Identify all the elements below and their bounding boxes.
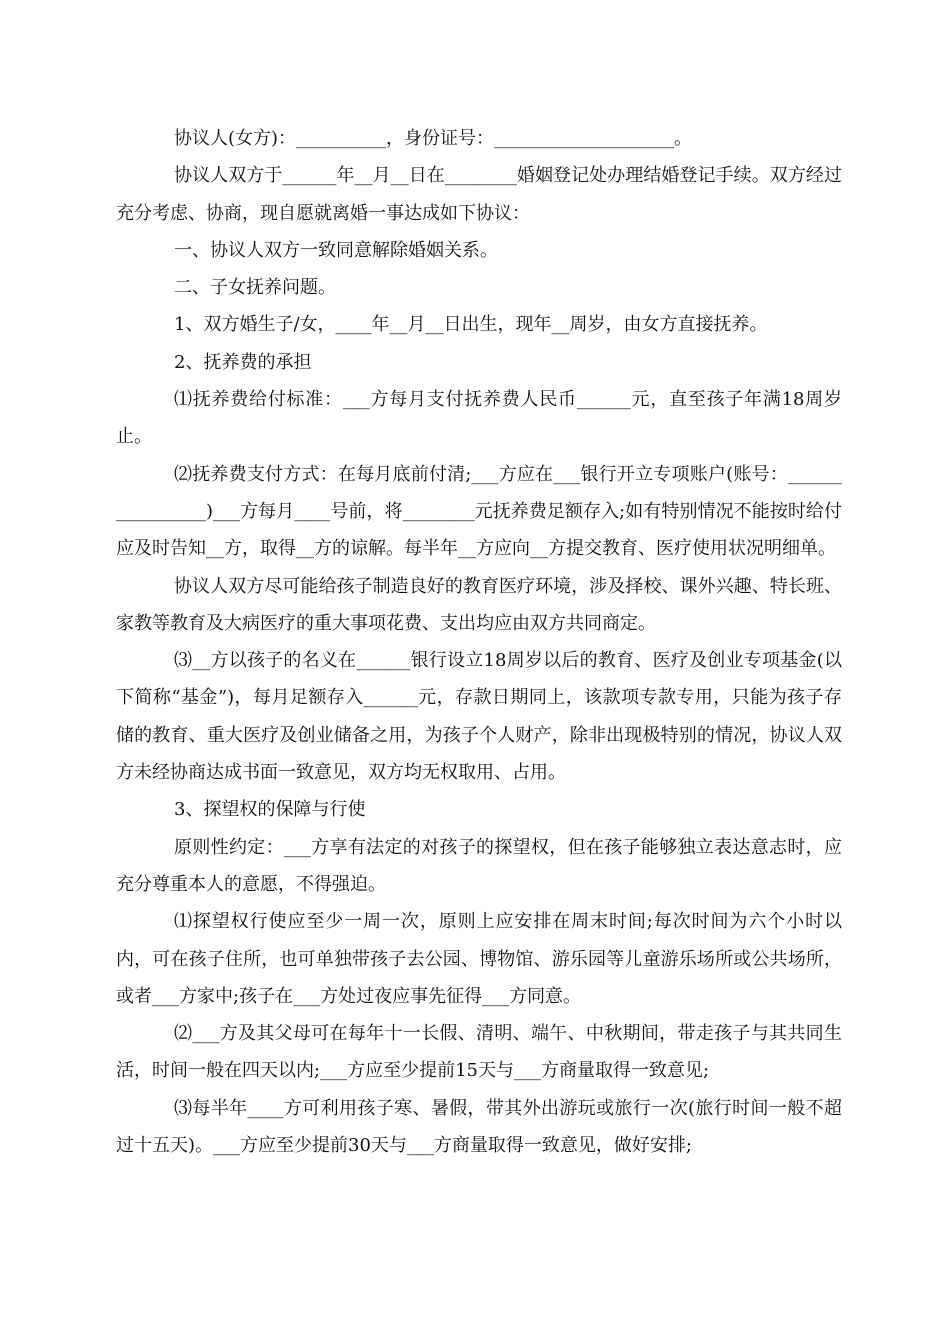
clause-dissolve-marriage: 一、协议人双方一致同意解除婚姻关系。 (174, 239, 498, 261)
marriage-registration-paragraph: 协议人双方于______年__月__日在________婚姻登记处办理结婚登记手续。双方经过充分考虑、协商，现自愿就离婚一事达成如下协议： (116, 165, 842, 224)
clause-education-medical-environment: 协议人双方尽可能给孩子制造良好的教育医疗环境，涉及择校、课外兴趣、特长班、家教等教育及大病医疗的重大事项花费、支出均应由双方共同商定。 (116, 575, 842, 634)
subsection-support-cost-heading: 2、抚养费的承担 (174, 351, 312, 373)
clause-visitation-vacation-trip: ⑶每半年____方可利用孩子寒、暑假，带其外出游玩或旅行一次(旅行时间一般不超过十五天)。___方应至少提前30天与___方商量取得一致意见，做好安排; (116, 1097, 842, 1157)
clause-support-standard: ⑴抚养费给付标准：___方每月支付抚养费人民币______元，直至孩子年满18周岁止。 (116, 389, 842, 448)
subsection-visitation-heading: 3、探望权的保障与行使 (174, 799, 366, 821)
clause-visitation-principle: 原则性约定：___方享有法定的对孩子的探望权，但在孩子能够独立表达意志时，应充分尊重本人的意愿，不得强迫。 (116, 836, 842, 895)
section-child-custody-heading: 二、子女抚养问题。 (174, 277, 336, 299)
document-body (116, 120, 842, 1164)
clause-visitation-holidays: ⑵___方及其父母可在每年十一长假、清明、端午、中秋期间，带走孩子与其共同生活，时间一般在四天以内;___方应至少提前15天与___方商量取得一致意见; (116, 1023, 842, 1082)
clause-visitation-weekly: ⑴探望权行使应至少一周一次，原则上应安排在周末时间;每次时间为六个小时以内，可在孩子住所，也可单独带孩子去公园、博物馆、游乐园等儿童游乐场所或公共场所，或者___方家中;孩子在___方处过夜应事先征得___方同意。 (116, 911, 842, 1007)
clause-support-payment-method: ⑵抚养费支付方式：在每月底前付清;___方应在___银行开立专项账户(账号：________________)___方每月____号前，将________元抚养费足额存入;如有特别情况不能按时给付应及时告知__方，取得__方的谅解。每半年__方应向__方提交教育、医疗使用状况明细单。 (116, 463, 842, 560)
clause-child-custody: 1、双方婚生子/女，____年__月__日出生，现年__周岁，由女方直接抚养。 (174, 314, 768, 336)
party-female-line: 协议人(女方)：__________，身份证号：____________________。 (174, 128, 693, 149)
clause-special-fund: ⑶__方以孩子的名义在______银行设立18周岁以后的教育、医疗及创业专项基金(以下简称“基金”)，每月足额存入______元，存款日期同上，该款项专款专用，只能为孩子存储的教育、重大医疗及创业储备之用，为孩子个人财产，除非出现极特别的情况，协议人双方未经协商达成书面一致意见，双方均无权取用、占用。 (116, 650, 842, 784)
